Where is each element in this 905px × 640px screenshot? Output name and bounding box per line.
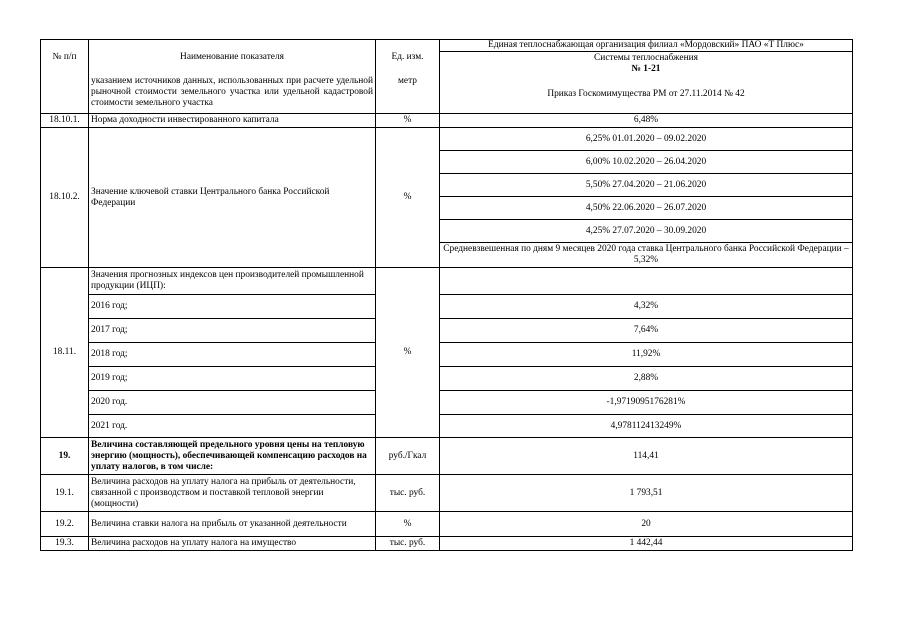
row-19-unit: руб./Гкал — [376, 438, 440, 475]
row-19-1-unit: тыс. руб. — [376, 475, 440, 512]
row-18-11-empty — [440, 268, 853, 295]
header-name: Наименование показателя — [89, 40, 376, 76]
source-unit: метр — [376, 76, 440, 114]
rate-item: 4,25% 27.07.2020 – 30.09.2020 — [440, 220, 853, 243]
year-label: 2021 год. — [89, 415, 376, 438]
tariff-table — [40, 39, 853, 551]
rate-item: 6,25% 01.01.2020 – 09.02.2020 — [440, 128, 853, 151]
year-label: 2020 год. — [89, 391, 376, 415]
row-19-3-name: Величина расходов на уплату налога на имущество — [89, 537, 376, 551]
row-19-name: Величина составляющей предельного уровня цены на тепловую энергию (мощность), обеспечивающей компенсацию расходов на уплату налогов, в том числе: — [89, 438, 376, 475]
row-19-2-name: Величина ставки налога на прибыль от указанной деятельности — [89, 512, 376, 537]
row-19-3-value: 1 442,44 — [440, 537, 853, 551]
row-19-2-unit: % — [376, 512, 440, 537]
header-system — [440, 52, 853, 76]
row-19-1-name: Величина расходов на уплату налога на прибыль от деятельности, связанной с производством и поставкой тепловой энергии (мощности) — [89, 475, 376, 512]
row-19-value: 114,41 — [440, 438, 853, 475]
source-name: указанием источников данных, использованных при расчете удельной рыночной стоимости земельного участка или удельной кадастровой стоимости земельного участка — [89, 76, 376, 114]
row-19-2-num: 19.2. — [41, 512, 89, 537]
row-19-3-num: 19.3. — [41, 537, 89, 551]
year-value: 4,978112413249% — [440, 415, 853, 438]
row-18-10-1-unit: % — [376, 114, 440, 128]
year-label: 2019 год; — [89, 367, 376, 391]
row-18-11-name: Значения прогнозных индексов цен производителей промышленной продукции (ИЦП): — [89, 268, 376, 295]
rate-item: 6,00% 10.02.2020 – 26.04.2020 — [440, 151, 853, 174]
rate-item: 4,50% 22.06.2020 – 26.07.2020 — [440, 197, 853, 220]
row-18-10-2-num: 18.10.2. — [41, 128, 89, 268]
header-org: Единая теплоснабжающая организация филиал «Мордовский» ПАО «Т Плюс» — [440, 40, 853, 52]
row-18-10-2-unit: % — [376, 128, 440, 268]
year-label: 2017 год; — [89, 319, 376, 343]
row-18-10-1-num: 18.10.1. — [41, 114, 89, 128]
row-19-1-num: 19.1. — [41, 475, 89, 512]
rate-item: 5,50% 27.04.2020 – 21.06.2020 — [440, 174, 853, 197]
year-value: -1,9719095176281% — [440, 391, 853, 415]
source-num — [41, 76, 89, 114]
year-label: 2018 год; — [89, 343, 376, 367]
header-unit: Ед. изм. — [376, 40, 440, 76]
row-18-10-1-value: 6,48% — [440, 114, 853, 128]
row-18-11-num: 18.11. — [41, 268, 89, 438]
source-value: Приказ Госкомимущества РМ от 27.11.2014 № 42 — [440, 76, 853, 114]
header-system-title: Системы теплоснабжения — [594, 52, 698, 63]
year-value: 4,32% — [440, 295, 853, 319]
header-num: № п/п — [41, 40, 89, 76]
year-value: 7,64% — [440, 319, 853, 343]
weighted-rate: Средневзвешенная по дням 9 месяцев 2020 года ставка Центрального банка Российской Федерации – 5,32% — [440, 243, 853, 268]
row-18-10-2-name: Значение ключевой ставки Центрального банка Российской Федерации — [89, 128, 376, 268]
row-18-11-unit: % — [376, 268, 440, 438]
year-value: 11,92% — [440, 343, 853, 367]
row-19-1-value: 1 793,51 — [440, 475, 853, 512]
year-label: 2016 год; — [89, 295, 376, 319]
row-19-2-value: 20 — [440, 512, 853, 537]
row-19-3-unit: тыс. руб. — [376, 537, 440, 551]
row-19-num: 19. — [41, 438, 89, 475]
header-system-number: № 1-21 — [631, 63, 661, 74]
year-value: 2,88% — [440, 367, 853, 391]
row-18-10-1-name: Норма доходности инвестированного капитала — [89, 114, 376, 128]
